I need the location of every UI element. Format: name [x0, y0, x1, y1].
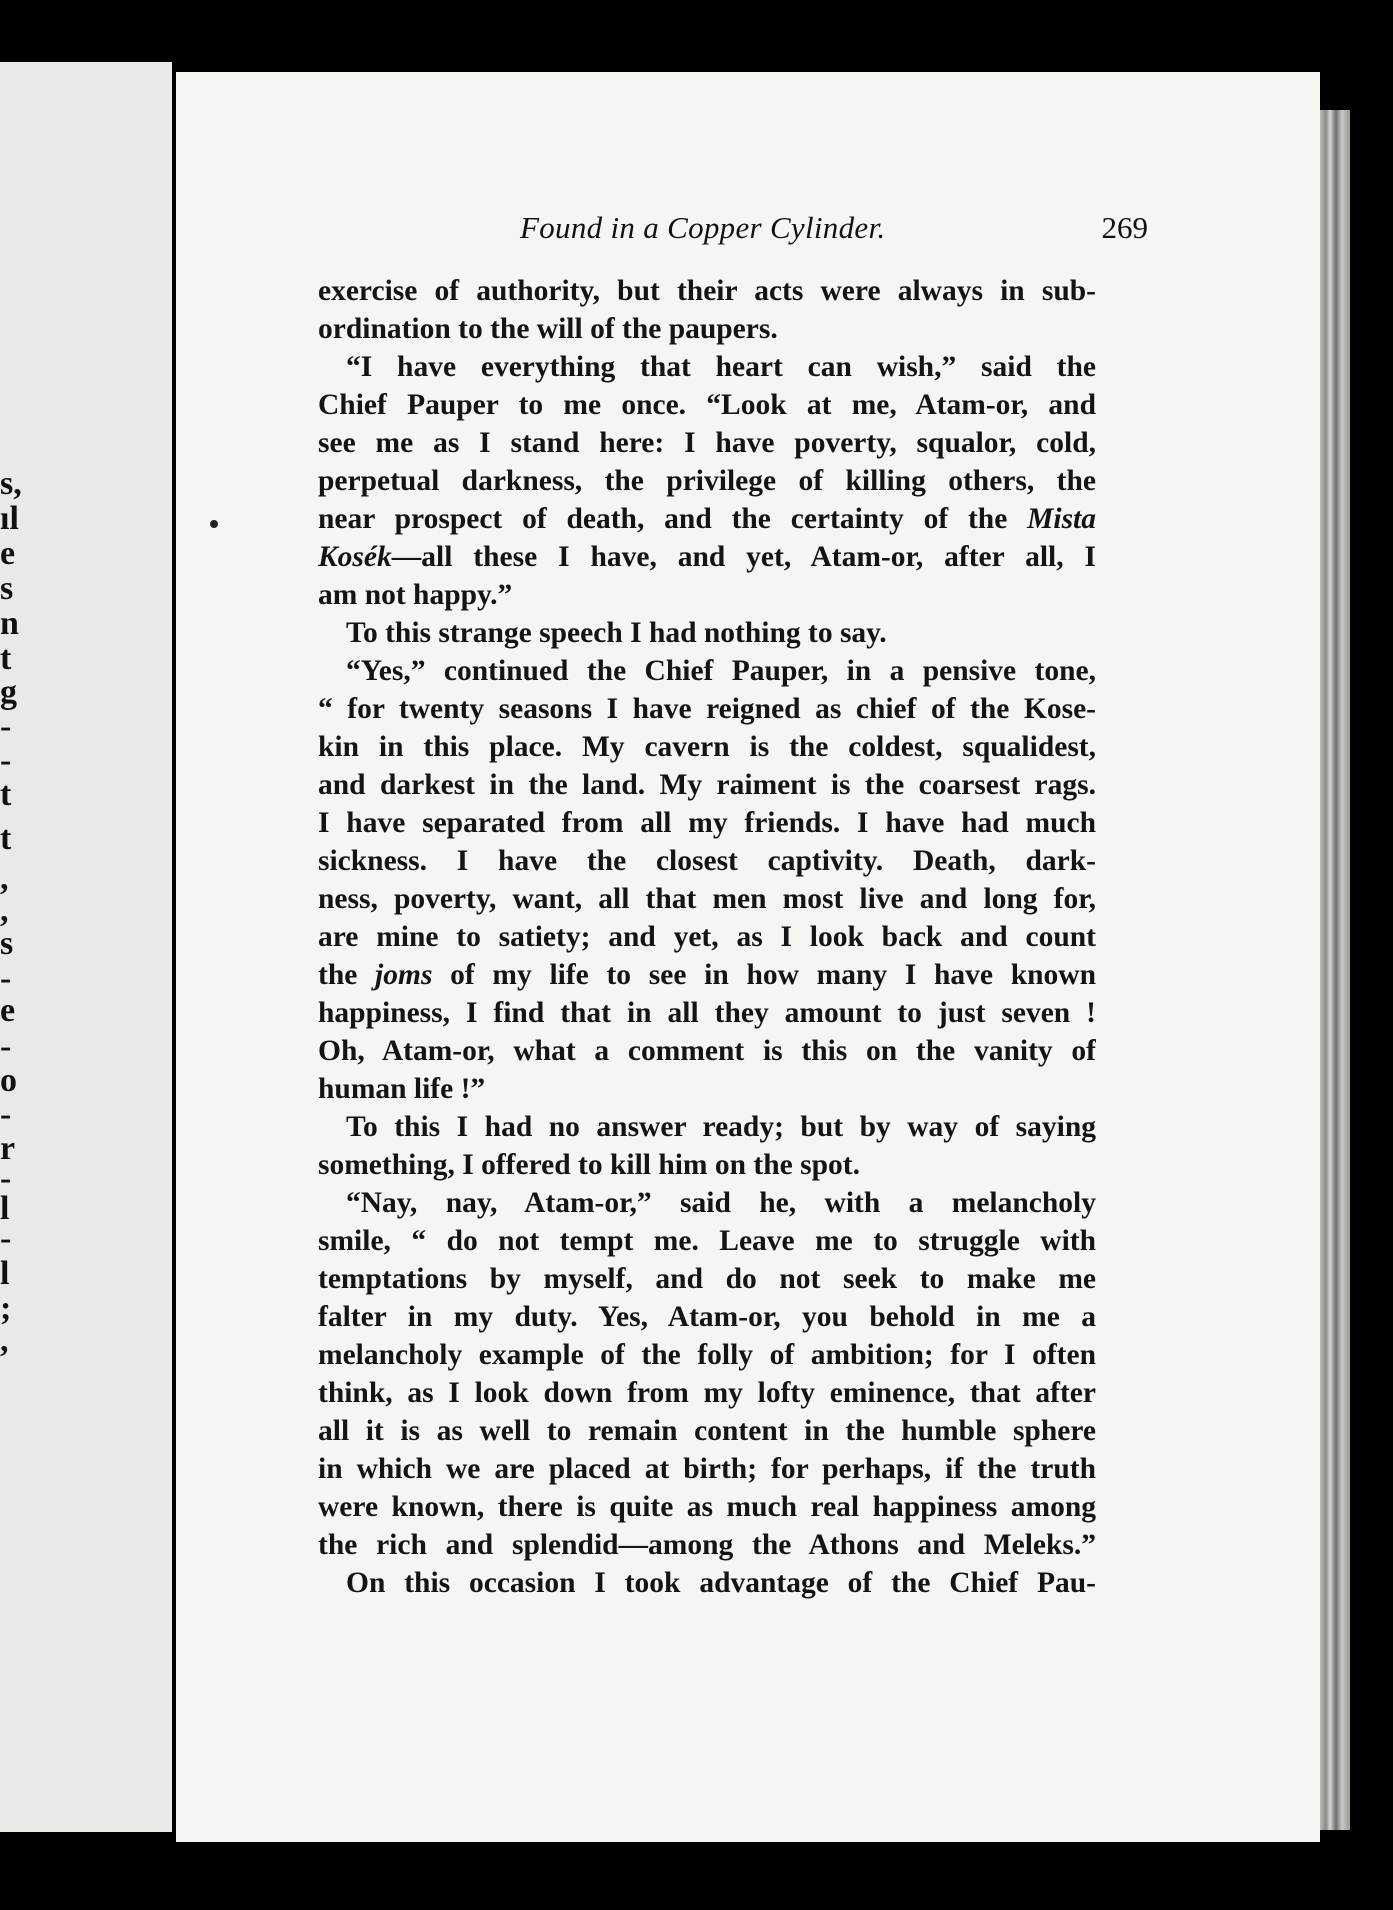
text-segment: of my life to see in how many I have known: [432, 959, 1096, 991]
text-line: smile, “ do not tempt me. Leave me to struggle with: [318, 1225, 1096, 1257]
text-line: and darkest in the land. My raiment is the coarsest rags.: [318, 769, 1096, 801]
text-line: Chief Pauper to me once. “Look at me, Atam-or, and: [318, 389, 1096, 421]
text-line: exercise of authority, but their acts were always in sub-: [318, 275, 1096, 307]
left-page-fragment: t: [0, 776, 12, 813]
text-line: “Nay, nay, Atam-or,” said he, with a melancholy: [346, 1187, 1096, 1219]
left-page-fragment: -: [0, 708, 12, 745]
running-title: Found in a Copper Cylinder.: [520, 210, 886, 245]
italic-word: Mista: [1027, 503, 1096, 535]
left-page-fragment: s: [0, 570, 14, 607]
text-line: kin in this place. My cavern is the coldest, squalidest,: [318, 731, 1096, 763]
text-line: perpetual darkness, the privilege of killing others, the: [318, 465, 1096, 497]
left-page-fragment: s: [0, 925, 14, 962]
text-line: “I have everything that heart can wish,” said the: [346, 351, 1096, 383]
text-line: in which we are placed at birth; for perhaps, if the truth: [318, 1453, 1096, 1485]
italic-word: joms: [375, 959, 433, 991]
text-segment: the: [318, 959, 376, 991]
text-line: ordination to the will of the paupers.: [318, 313, 778, 345]
left-page-fragment: ,: [0, 892, 9, 929]
body-text: [318, 272, 1096, 1602]
text-line: think, as I look down from my lofty eminence, that after: [318, 1377, 1096, 1409]
text-line: On this occasion I took advantage of the Chief Pau-: [346, 1567, 1096, 1599]
text-line: am not happy.”: [318, 579, 513, 611]
text-line: the rich and splendid—among the Athons and Meleks.”: [318, 1529, 1096, 1561]
left-page-fragment: t: [0, 640, 12, 677]
text-line: falter in my duty. Yes, Atam-or, you behold in me a: [318, 1301, 1096, 1333]
page-number: 269: [1101, 210, 1148, 245]
left-page-fragment: g: [0, 674, 17, 711]
left-page-fragment: ,: [0, 860, 9, 897]
text-line: were known, there is quite as much real happiness among: [318, 1491, 1096, 1523]
text-segment: —all these I have, and yet, Atam-or, after all, I: [391, 541, 1096, 573]
left-page-edge: [0, 62, 172, 1832]
italic-word: Kosék: [318, 541, 392, 573]
page-stack-edge: [1320, 110, 1350, 1830]
left-page-fragment: l: [0, 1190, 10, 1227]
left-page-text-fragments: [0, 62, 172, 1832]
text-line: sickness. I have the closest captivity. Death, dark-: [318, 845, 1096, 877]
text-line: melancholy example of the folly of ambition; for I often: [318, 1339, 1096, 1371]
left-page-fragment: -: [0, 960, 12, 997]
left-page-fragment: -: [0, 1028, 12, 1065]
text-line: ness, poverty, want, all that men most live and long for,: [318, 883, 1096, 915]
margin-mark: [210, 520, 218, 528]
left-page-fragment: ,: [0, 1322, 9, 1359]
text-line: To this I had no answer ready; but by way of saying: [346, 1111, 1096, 1143]
text-line: are mine to satiety; and yet, as I look back and count: [318, 921, 1096, 953]
text-line: “ for twenty seasons I have reigned as chief of the Kose-: [318, 693, 1096, 725]
text-line: [318, 500, 1096, 538]
left-page-fragment: -: [0, 1220, 12, 1257]
left-page-fragment: n: [0, 605, 19, 642]
text-line: happiness, I find that in all they amount to just seven !: [318, 997, 1096, 1029]
text-line: [318, 538, 1096, 576]
left-page-fragment: t: [0, 820, 12, 857]
text-line: human life !”: [318, 1073, 486, 1105]
left-page-fragment: s,: [0, 465, 22, 502]
left-page-fragment: ;: [0, 1290, 12, 1327]
left-page-fragment: -: [0, 1096, 12, 1133]
text-line: I have separated from all my friends. I have had much: [318, 807, 1096, 839]
left-page-fragment: l: [0, 1255, 10, 1292]
text-line: all it is as well to remain content in the humble sphere: [318, 1415, 1096, 1447]
text-segment: near prospect of death, and the certainty of the: [318, 503, 1028, 535]
text-line: Oh, Atam-or, what a comment is this on the vanity of: [318, 1035, 1096, 1067]
text-line: [318, 956, 1096, 994]
left-page-fragment: -: [0, 742, 12, 779]
text-line: see me as I stand here: I have poverty, squalor, cold,: [318, 427, 1096, 459]
left-page-fragment: e: [0, 992, 16, 1029]
text-line: temptations by myself, and do not seek to make me: [318, 1263, 1096, 1295]
left-page-fragment: r: [0, 1130, 16, 1167]
text-line: “Yes,” continued the Chief Pauper, in a pensive tone,: [346, 655, 1096, 687]
left-page-fragment: e: [0, 535, 16, 572]
left-page-fragment: ıl: [0, 500, 19, 537]
text-line: To this strange speech I had nothing to say.: [346, 617, 887, 649]
left-page-fragment: o: [0, 1062, 17, 1099]
text-line: something, I offered to kill him on the spot.: [318, 1149, 860, 1181]
page-header: [520, 210, 1148, 254]
left-page-fragment: -: [0, 1160, 12, 1197]
